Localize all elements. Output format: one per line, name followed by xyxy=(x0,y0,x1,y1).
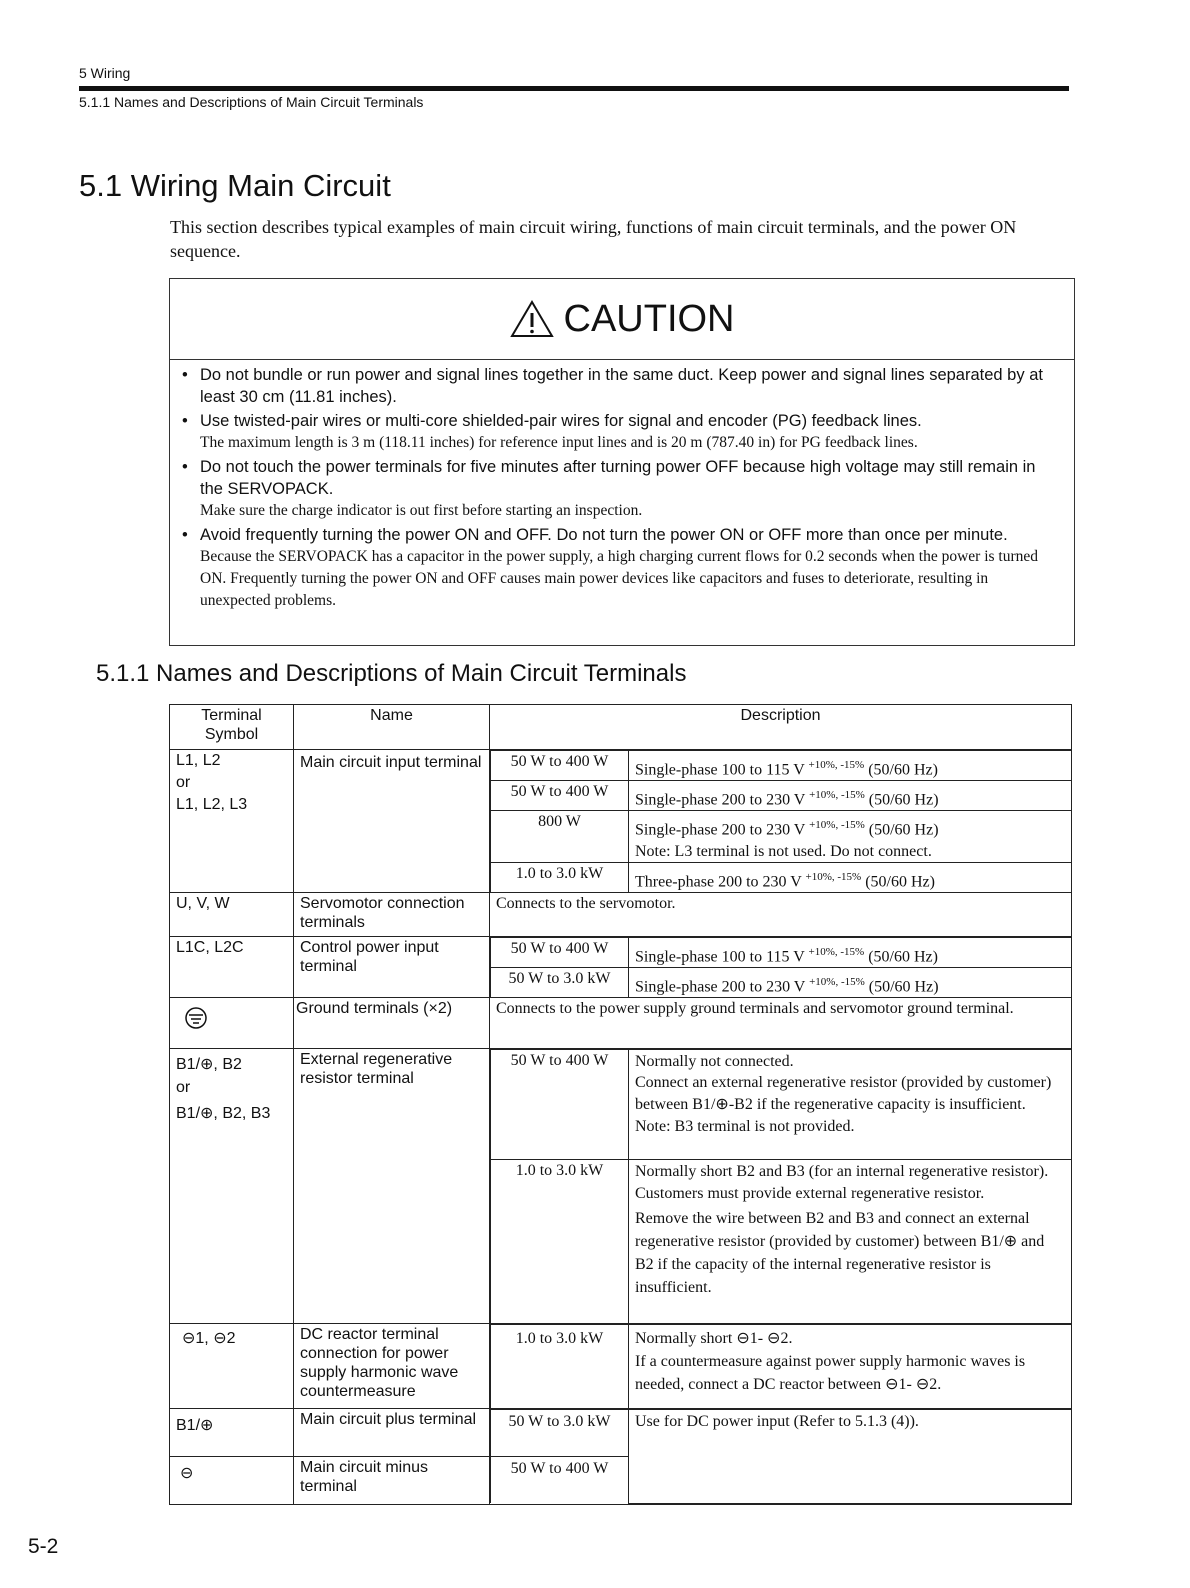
table-row xyxy=(170,1049,1072,1324)
header-name: Name xyxy=(294,705,490,750)
table-row xyxy=(170,937,1072,998)
tolerance: +10%, -15% xyxy=(809,976,865,988)
caution-note: Make sure the charge indicator is out first before starting an inspection. xyxy=(200,502,643,519)
description: Connects to the servomotor. xyxy=(490,893,1072,937)
tolerance: +10%, -15% xyxy=(805,871,862,883)
caution-item: • Use twisted-pair wires or multi-core shielded-pair wires for signal and encoder (PG) feedback lines. xyxy=(182,410,1054,432)
capacity: 50 W to 3.0 kW xyxy=(491,968,629,998)
caution-item: • Do not touch the power terminals for five minutes after turning power OFF because high voltage may still remain in the SERVOPACK. xyxy=(182,456,1054,500)
note: Note: L3 terminal is not used. Do not connect. xyxy=(635,843,932,861)
frequency: (50/60 Hz) xyxy=(868,761,938,779)
header-rule xyxy=(79,86,1069,91)
tolerance: +10%, -15% xyxy=(809,789,865,801)
table-row xyxy=(170,1409,1072,1457)
table-row xyxy=(170,893,1072,937)
caution-header xyxy=(170,279,1074,360)
terminal-name: Servomotor connection terminals xyxy=(294,893,490,937)
terminal-name: Main circuit plus terminal xyxy=(294,1409,490,1457)
intro-paragraph: This section describes typical examples of main circuit wiring, functions of main circuit terminals, and the power ON sequence. xyxy=(170,217,1017,261)
terminal-symbol-or: or xyxy=(176,774,191,791)
description: Normally short B2 and B3 (for an internal regenerative resistor). Customers must provide external regenerative resistor. xyxy=(635,1163,1049,1202)
description: Single-phase 200 to 230 V xyxy=(635,821,806,839)
description: Normally short ⊖1- ⊖2. xyxy=(635,1330,793,1347)
description: Single-phase 200 to 230 V xyxy=(635,978,806,996)
description: Three-phase 200 to 230 V xyxy=(635,873,802,891)
terminal-symbol: L1C, L2C xyxy=(170,937,294,998)
capacity: 1.0 to 3.0 kW xyxy=(491,863,629,893)
terminal-name: DC reactor terminal connection for power supply harmonic wave countermeasure xyxy=(294,1324,490,1409)
capacity: 50 W to 400 W xyxy=(491,781,629,811)
terminal-symbol: ⊖ xyxy=(170,1456,294,1504)
warning-triangle-icon xyxy=(510,300,554,338)
frequency: (50/60 Hz) xyxy=(865,873,935,891)
capacity: 1.0 to 3.0 kW xyxy=(491,1160,629,1324)
terminal-name: Main circuit input terminal xyxy=(294,750,490,893)
terminal-name: Control power input terminal xyxy=(294,937,490,998)
caution-heading: CAUTION xyxy=(563,297,735,340)
terminal-symbol-or: or xyxy=(176,1079,191,1096)
description: Single-phase 100 to 115 V xyxy=(635,761,805,779)
terminal-symbol: U, V, W xyxy=(170,893,294,937)
caution-note: The maximum length is 3 m (118.11 inches) for reference input lines and is 20 m (787.40 in) for PG feedback lines. xyxy=(200,434,918,451)
terminal-symbol: L1, L2, L3 xyxy=(176,796,248,813)
description: Normally not connected. xyxy=(635,1053,794,1070)
note: Note: B3 terminal is not provided. xyxy=(635,1118,855,1135)
caution-item: • Avoid frequently turning the power ON and OFF. Do not turn the power ON or OFF more than once per minute. xyxy=(182,524,1054,546)
tolerance: +10%, -15% xyxy=(809,819,865,831)
terminal-symbol: B1/⊕, B2 xyxy=(176,1056,242,1073)
capacity: 800 W xyxy=(491,811,629,863)
header-symbol: Terminal Symbol xyxy=(170,705,294,750)
terminal-name: Ground terminals (×2) xyxy=(294,998,490,1049)
terminal-symbol: B1/⊕, B2, B3 xyxy=(176,1105,271,1122)
subsection-title: 5.1.1 Names and Descriptions of Main Circuit Terminals xyxy=(96,660,687,687)
description: If a countermeasure against power supply harmonic waves is needed, connect a DC reactor between ⊖1- ⊖2. xyxy=(635,1353,1026,1393)
table-header-row xyxy=(170,705,1072,750)
terminal-symbol: ⊖1, ⊖2 xyxy=(170,1324,294,1409)
capacity: 50 W to 3.0 kW xyxy=(491,1410,629,1457)
capacity: 50 W to 400 W xyxy=(491,938,629,968)
terminal-name: Main circuit minus terminal xyxy=(294,1456,490,1504)
page-number: 5-2 xyxy=(28,1535,59,1558)
table-row xyxy=(170,1324,1072,1409)
caution-box xyxy=(169,278,1075,646)
table-row xyxy=(170,750,1072,893)
description: Use for DC power input (Refer to 5.1.3 (4)). xyxy=(629,1410,1072,1504)
frequency: (50/60 Hz) xyxy=(868,791,939,809)
header-description: Description xyxy=(490,705,1072,750)
description: Remove the wire between B2 and B3 and connect an external regenerative resistor (provided by customer) between B1/⊕ and B2 if the capacity of the internal regenerative resistor is insufficient. xyxy=(635,1210,1045,1296)
capacity: 50 W to 400 W xyxy=(491,751,629,781)
chapter-header: 5 Wiring xyxy=(79,65,131,81)
description: Single-phase 200 to 230 V xyxy=(635,791,806,809)
frequency: (50/60 Hz) xyxy=(868,978,939,996)
terminal-symbol: B1/⊕ xyxy=(170,1409,294,1457)
terminal-symbol: L1, L2 xyxy=(176,752,221,769)
terminal-name: External regenerative resistor terminal xyxy=(294,1049,490,1324)
section-header: 5.1.1 Names and Descriptions of Main Circuit Terminals xyxy=(79,94,424,110)
caution-item: • Do not bundle or run power and signal lines together in the same duct. Keep power and signal lines separated by at least 30 cm (11.81 inches). xyxy=(182,364,1054,408)
ground-icon xyxy=(184,1006,208,1030)
description: Single-phase 100 to 115 V xyxy=(635,948,805,966)
capacity: 50 W to 400 W xyxy=(491,1457,629,1504)
tolerance: +10%, -15% xyxy=(808,946,865,958)
description: Connect an external regenerative resistor (provided by customer) between B1/⊕-B2 if the regenerative capacity is insufficient. xyxy=(635,1074,1052,1113)
description: Connects to the power supply ground terminals and servomotor ground terminal. xyxy=(490,998,1072,1049)
frequency: (50/60 Hz) xyxy=(868,821,939,839)
frequency: (50/60 Hz) xyxy=(868,948,938,966)
capacity: 50 W to 400 W xyxy=(491,1050,629,1160)
table-row xyxy=(170,998,1072,1049)
caution-note: Because the SERVOPACK has a capacitor in the power supply, a high charging current flows for 0.2 seconds when the power is turned ON. Frequently turning the power ON and OFF causes main power devices like capacitors and fuses to deteriorate, resulting in unexpected problems. xyxy=(200,548,1039,609)
tolerance: +10%, -15% xyxy=(808,759,865,771)
page-title: 5.1 Wiring Main Circuit xyxy=(79,168,391,203)
capacity: 1.0 to 3.0 kW xyxy=(491,1325,629,1409)
terminal-table xyxy=(169,704,1072,1505)
